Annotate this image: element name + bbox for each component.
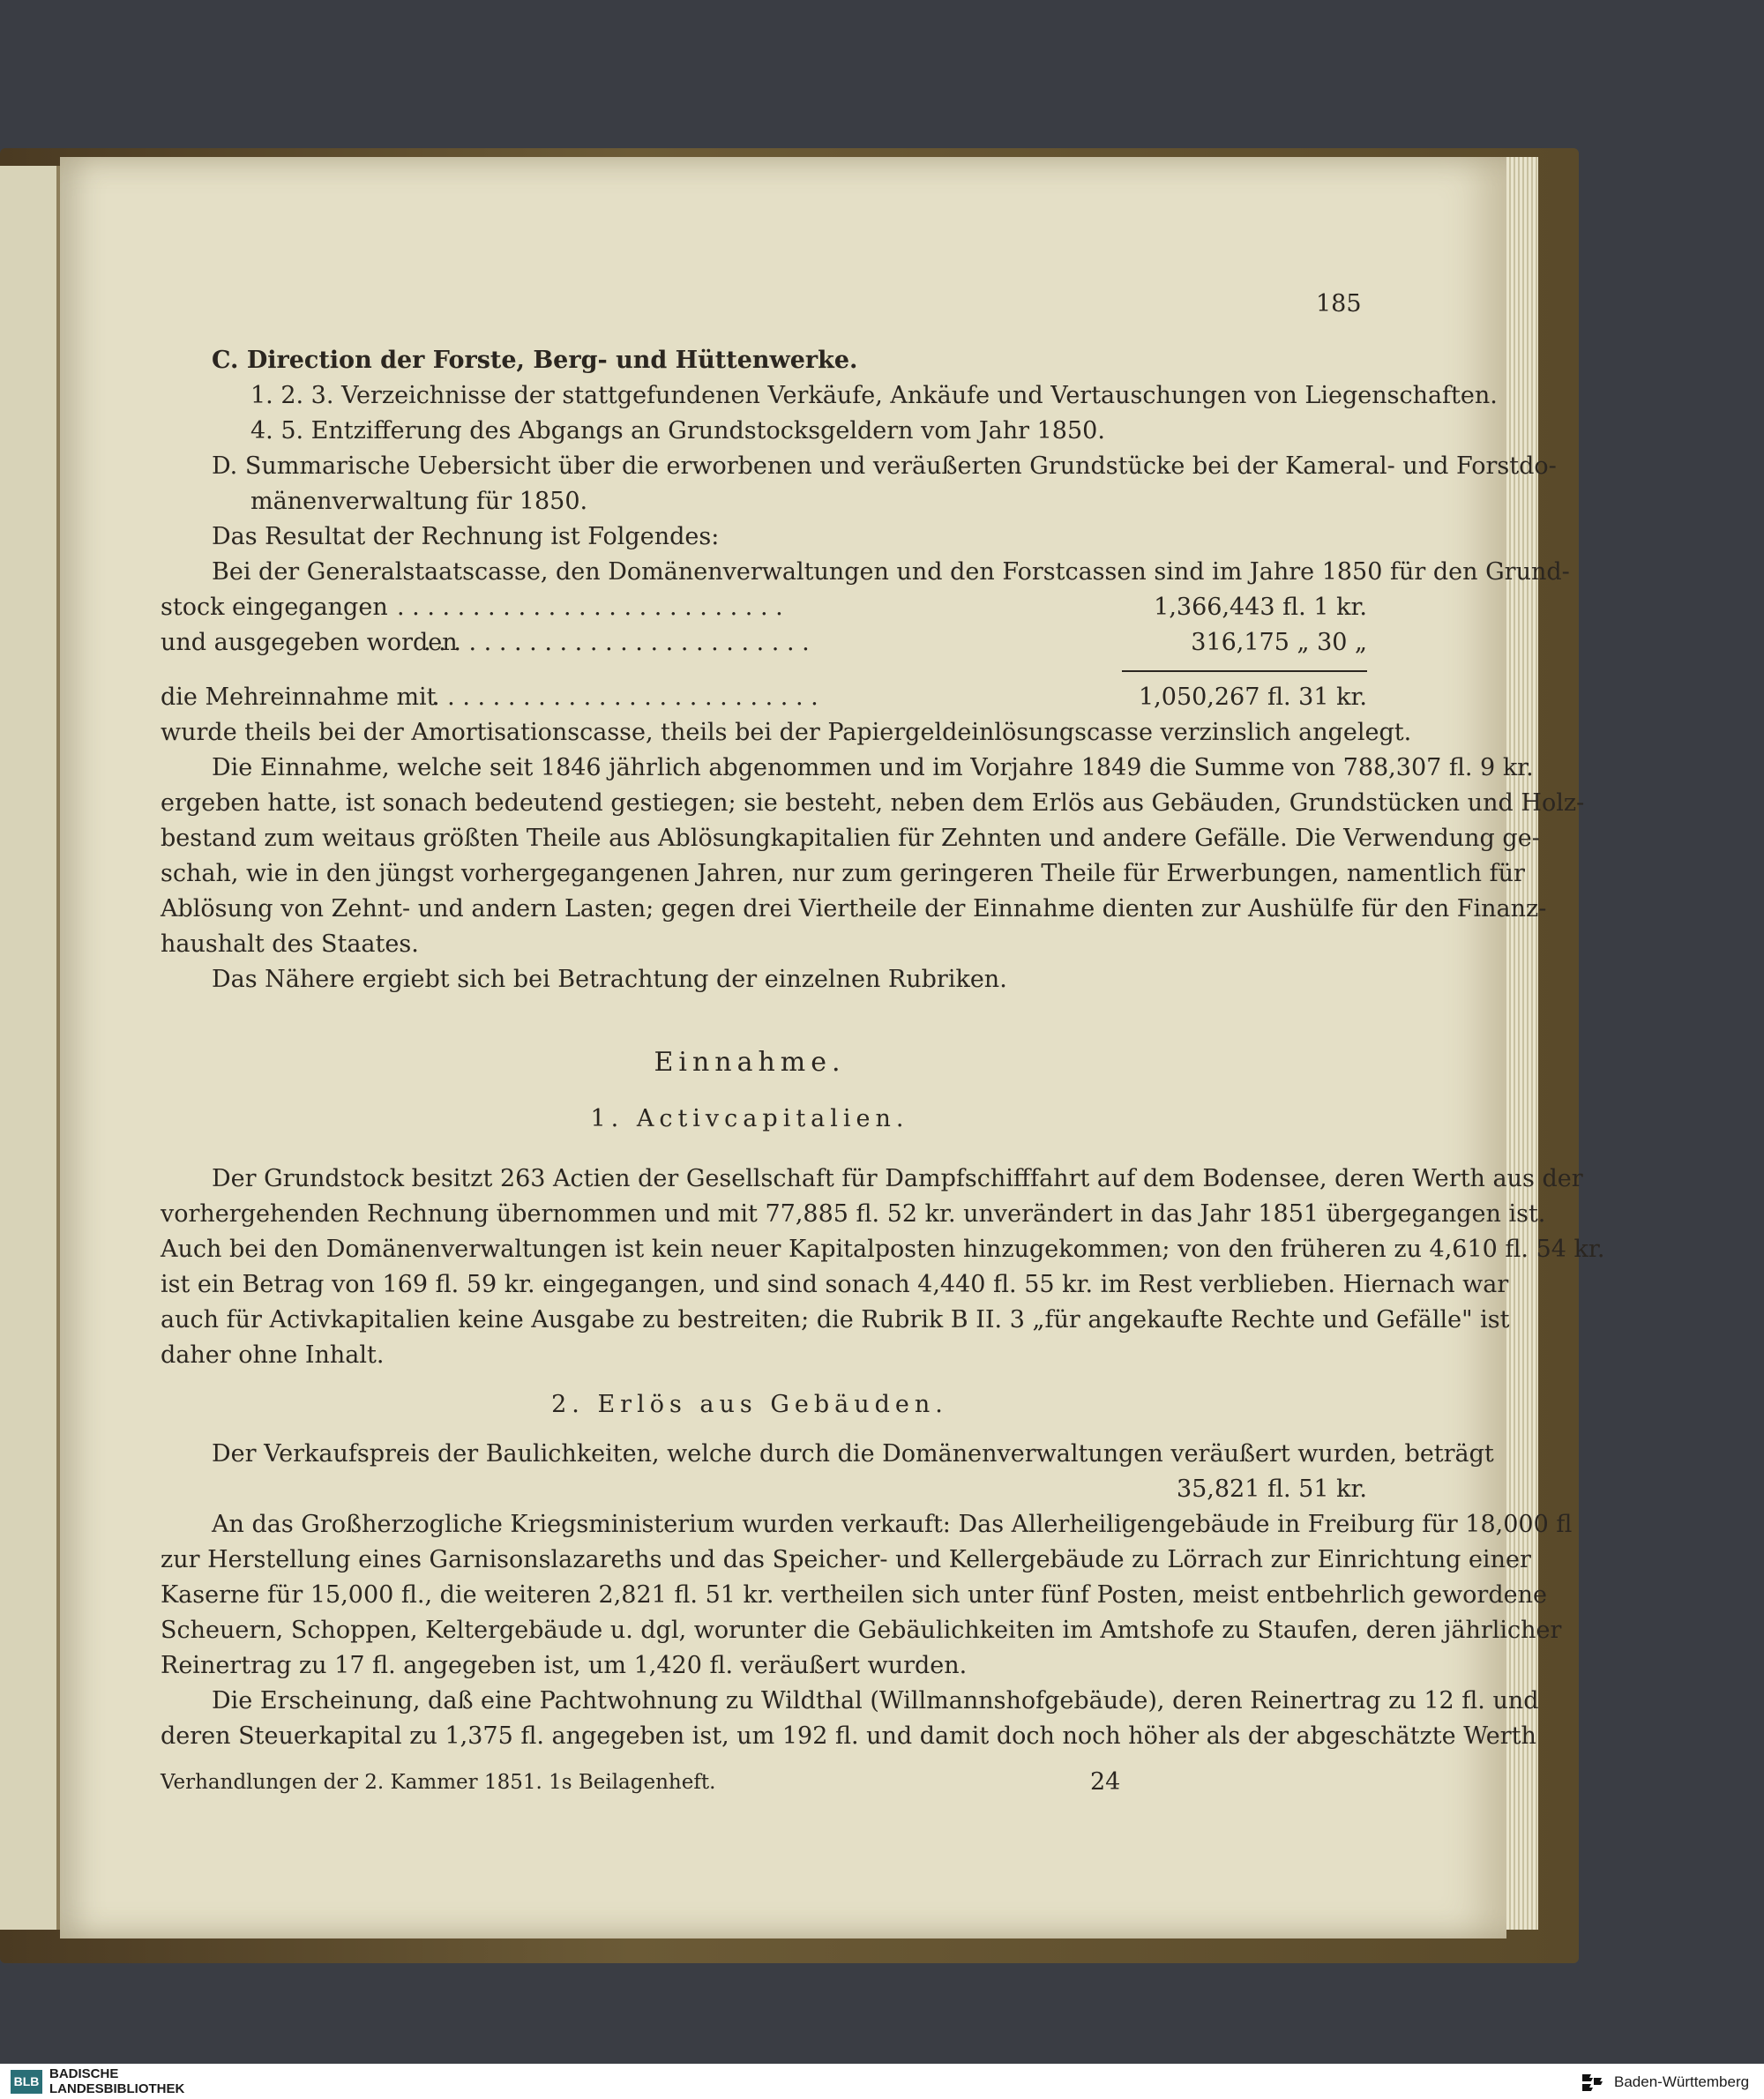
para-line: Auch bei den Domänenverwaltungen ist kein neuer Kapitalposten hinzugekommen; von den früheren zu 4,610 fl. 54 kr. [161,1236,1605,1263]
line-generalstaatscasse: Bei der Generalstaatscasse, den Domänenverwaltungen und den Forstcassen sind im Jahre 1850 für den Grund- [212,558,1570,586]
para-line: auch für Activkapitalien keine Ausgabe zu bestreiten; die Rubrik B II. 3 „für angekaufte Rechte und Gefälle" ist [161,1306,1510,1333]
page-stack-edge [1506,157,1538,1930]
heading-erloes-gebaeuden: 2. Erlös aus Gebäuden. [551,1391,948,1418]
para-line: vorhergehenden Rechnung übernommen und mit 77,885 fl. 52 kr. unverändert in das Jahr 1851 übergegangen ist. [161,1200,1546,1228]
line-resultat: Das Resultat der Rechnung ist Folgendes: [212,523,720,550]
para-line: Das Nähere ergiebt sich bei Betrachtung der einzelnen Rubriken. [212,966,1007,993]
library-name-line2: LANDESBIBLIOTHEK [49,2081,185,2096]
para-line: ist ein Betrag von 169 fl. 59 kr. eingegangen, und sind sonach 4,440 fl. 55 kr. im Rest verblieben. Hiernach war [161,1271,1509,1298]
footer-signature: 24 [1090,1768,1121,1796]
ledger-label-mehreinnahme: die Mehreinnahme mit [161,683,437,711]
line-summarische: D. Summarische Uebersicht über die erworbenen und veräußerten Grundstücke bei der Kameral- und Forstdo- [212,452,1557,480]
para-line: bestand zum weitaus größten Theile aus Ablösungkapitalien für Zehnten und andere Gefälle. Die Verwendung ge- [161,825,1540,852]
state-crest-icon [1579,2069,1605,2095]
viewer-footer [0,2064,1764,2099]
amount-baulichkeiten: 35,821 fl. 51 kr. [1176,1475,1367,1503]
para-line: Der Verkaufspreis der Baulichkeiten, welche durch die Domänenverwaltungen veräußert wurden, beträgt [212,1440,1494,1468]
ledger-dots: . . . . . . . . . . . . . . . . . . . . . . . . . . [432,683,818,711]
heading-activcapitalien: 1. Activcapitalien. [590,1105,909,1132]
para-line: Die Erscheinung, daß eine Pachtwohnung zu Wildthal (Willmannshofgebäude), deren Reinertrag zu 12 fl. und [212,1687,1539,1714]
sum-rule [1122,670,1367,672]
line-entzifferung: 4. 5. Entzifferung des Abgangs an Grundstocksgeldern vom Jahr 1850. [250,417,1105,444]
para-line: Die Einnahme, welche seit 1846 jährlich abgenommen und im Vorjahre 1849 die Summe von 788,307 fl. 9 kr. [212,754,1534,781]
para-line: ergeben hatte, ist sonach bedeutend gestiegen; sie besteht, neben dem Erlös aus Gebäuden, Grundstücken und Holz- [161,789,1585,817]
left-page-edge [0,166,60,1930]
para-line: Reinertrag zu 17 fl. angegeben ist, um 1,420 fl. veräußert wurden. [161,1652,968,1679]
ledger-label-ausgegeben: und ausgegeben worden [161,629,458,656]
blb-logo[interactable]: BLB [11,2070,42,2094]
ledger-dots: . . . . . . . . . . . . . . . . . . . . . . . . . . [423,629,810,656]
para-line: wurde theils bei der Amortisationscasse, theils bei der Papiergeldeinlösungscasse verzinslich angelegt. [161,719,1412,746]
ledger-amount-mehreinnahme: 1,050,267 fl. 31 kr. [1139,683,1367,711]
para-line: Der Grundstock besitzt 263 Actien der Gesellschaft für Dampfschifffahrt auf dem Bodensee, deren Werth aus der [212,1165,1583,1192]
library-name-line1: BADISCHE [49,2066,119,2081]
ledger-amount-ausgegeben: 316,175 „ 30 „ [1191,629,1367,656]
para-line: Kaserne für 15,000 fl., die weiteren 2,821 fl. 51 kr. vertheilen sich unter fünf Posten, meist entbehrlich gewordene [161,1581,1547,1609]
footer-publication: Verhandlungen der 2. Kammer 1851. 1s Beilagenheft. [161,1771,716,1794]
page-number: 185 [1316,290,1362,317]
ledger-amount-eingegangen: 1,366,443 fl. 1 kr. [1154,594,1367,621]
para-line: schah, wie in den jüngst vorhergegangenen Jahren, nur zum geringeren Theile für Erwerbungen, namentlich für [161,860,1525,887]
heading-einnahme: Einnahme. [654,1047,846,1078]
line-direction-forste: C. Direction der Forste, Berg- und Hüttenwerke. [212,347,858,374]
ledger-label-eingegangen: stock eingegangen [161,594,388,621]
ledger-dots: . . . . . . . . . . . . . . . . . . . . . . . . . . [397,594,783,621]
para-line: deren Steuerkapital zu 1,375 fl. angegeben ist, um 192 fl. und damit doch noch höher als der abgeschätzte Werth [161,1722,1536,1750]
library-name [49,2066,184,2096]
state-label[interactable]: Baden-Württemberg [1614,2073,1750,2090]
para-line: An das Großherzogliche Kriegsministerium wurden verkauft: Das Allerheiligengebäude in Freiburg für 18,000 fl [212,1511,1573,1538]
para-line: haushalt des Staates. [161,930,419,958]
para-line: Ablösung von Zehnt- und andern Lasten; gegen drei Viertheile der Einnahme dienten zur Aushülfe für den Finanz- [161,895,1547,923]
para-line: daher ohne Inhalt. [161,1341,385,1369]
line-domaenenverwaltung: mänenverwaltung für 1850. [250,488,588,515]
para-line: Scheuern, Schoppen, Keltergebäude u. dgl, worunter die Gebäulichkeiten im Amtshofe zu Staufen, deren jährlicher [161,1617,1562,1644]
line-verzeichnisse: 1. 2. 3. Verzeichnisse der stattgefundenen Verkäufe, Ankäufe und Vertauschungen von Liegenschaften. [250,382,1498,409]
para-line: zur Herstellung eines Garnisonslazareths und das Speicher- und Kellergebäude zu Lörrach zur Einrichtung einer [161,1546,1531,1573]
